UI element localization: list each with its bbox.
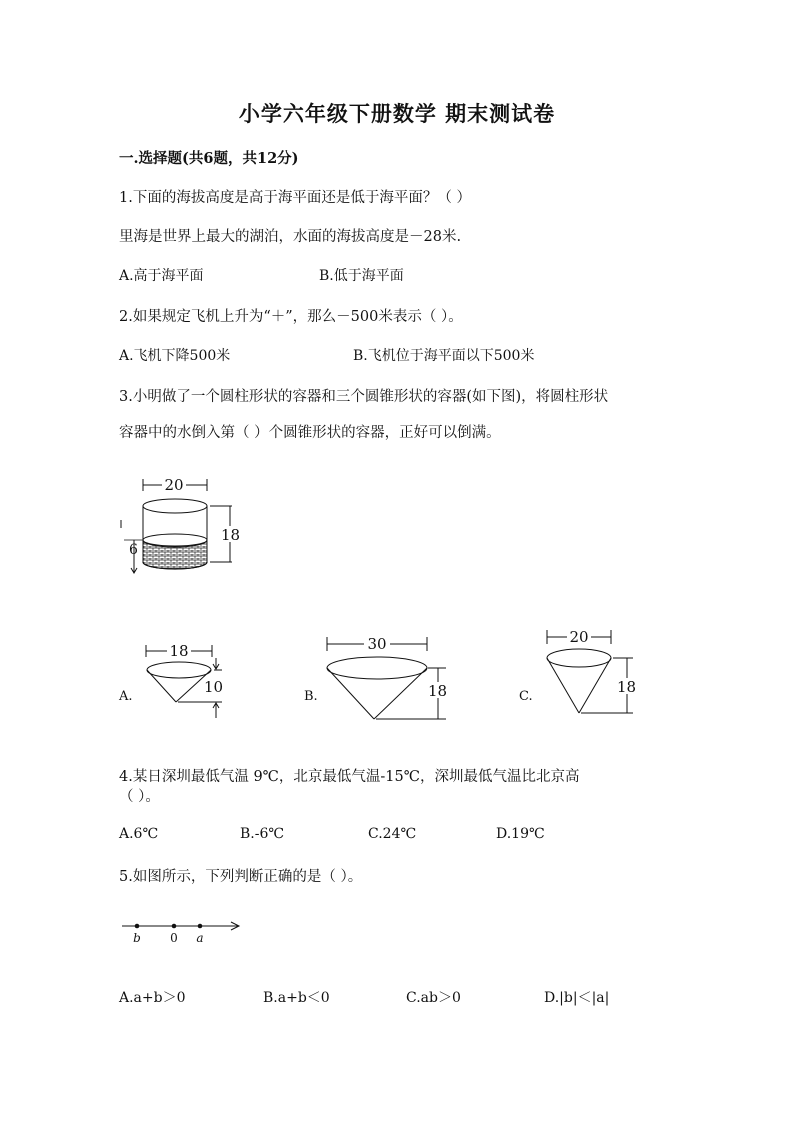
cylinder-diameter-label: 20	[164, 476, 184, 494]
number-line-label-b: b	[133, 931, 141, 945]
cone-c-label: C.	[519, 689, 533, 704]
cone-c-height: 18	[617, 678, 637, 696]
q1-option-a: A.高于海平面	[119, 268, 204, 284]
q5-option-c: C.ab＞0	[406, 990, 461, 1006]
point-a	[198, 924, 203, 929]
point-b	[135, 924, 140, 929]
cone-b-figure	[322, 632, 450, 724]
page-title: 小学六年级下册数学 期末测试卷	[238, 101, 556, 126]
cone-a-figure	[140, 640, 235, 722]
section-heading: 一.选择题(共6题，共12分)	[119, 150, 299, 167]
point-zero	[172, 924, 177, 929]
cone-a-label: A.	[119, 689, 133, 704]
q5-stem: 5.如图所示，下列判断正确的是（ ）。	[119, 869, 363, 885]
number-line-label-a: a	[196, 931, 204, 945]
cylinder-height-label: 18	[221, 526, 241, 544]
cone-a-diameter: 18	[169, 642, 189, 660]
cylinder-water-height-label: 6	[129, 542, 138, 558]
cone-a-height: 10	[204, 678, 224, 696]
number-line-label-zero: 0	[170, 931, 178, 945]
q4-option-c: C.24℃	[368, 826, 417, 842]
q5-option-d: D.|b|＜|a|	[544, 990, 610, 1006]
cone-b-diameter: 30	[367, 635, 387, 653]
q4-stem-line1: 4.某日深圳最低气温 9℃，北京最低气温-15℃，深圳最低气温比北京高	[119, 769, 580, 785]
q1-detail: 里海是世界上最大的湖泊，水面的海拔高度是－28米.	[119, 229, 462, 245]
q2-stem: 2.如果规定飞机上升为“＋”，那么－500米表示（ ）。	[119, 309, 463, 325]
q4-stem-line2: （ ）。	[119, 789, 160, 805]
q5-option-b: B.a+b＜0	[263, 990, 330, 1006]
cone-c-figure	[540, 625, 640, 717]
q2-option-b: B.飞机位于海平面以下500米	[353, 348, 535, 364]
q4-option-a: A.6℃	[119, 826, 159, 842]
q5-option-a: A.a+b＞0	[119, 990, 186, 1006]
q3-stem-line2: 容器中的水倒入第（ ）个圆锥形状的容器，正好可以倒满。	[119, 425, 501, 441]
cone-b-label: B.	[304, 689, 318, 704]
q3-stem-line1: 3.小明做了一个圆柱形状的容器和三个圆锥形状的容器(如下图)，将圆柱形状	[119, 389, 609, 405]
number-line-figure	[120, 914, 246, 946]
q1-stem: 1.下面的海拔高度是高于海平面还是低于海平面？（ ）	[119, 190, 471, 206]
cylinder-figure	[118, 470, 248, 580]
q1-option-b: B.低于海平面	[319, 268, 404, 284]
cone-b-height: 18	[428, 682, 448, 700]
cone-c-diameter: 20	[569, 628, 589, 646]
q2-option-a: A.飞机下降500米	[119, 348, 231, 364]
q4-option-d: D.19℃	[496, 826, 545, 842]
q4-option-b: B.-6℃	[240, 826, 285, 842]
